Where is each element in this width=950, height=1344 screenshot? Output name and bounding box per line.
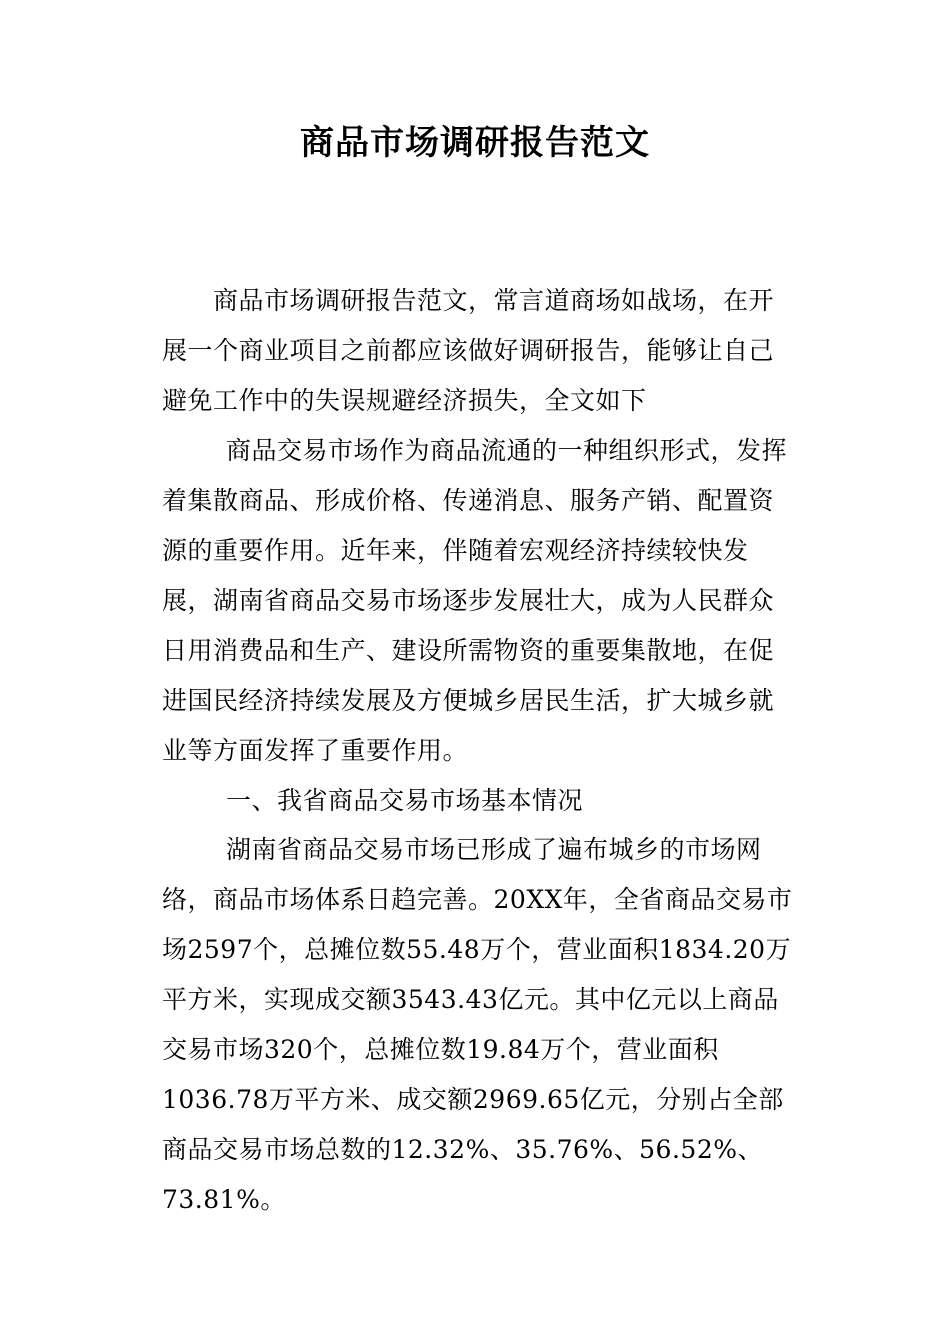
paragraph-line: 着集散商品、形成价格、传递消息、服务产销、配置资 — [162, 486, 775, 515]
paragraph-line: 商品交易市场作为商品流通的一种组织形式，发挥 — [226, 436, 788, 465]
paragraph-line: 业等方面发挥了重要作用。 — [162, 736, 469, 765]
paragraph-line: 商品市场调研报告范文，常言道商场如战场，在开 — [213, 286, 775, 315]
section-heading: 一、我省商品交易市场基本情况 — [226, 786, 584, 815]
paragraph-line: 商品交易市场总数的12.32%、35.76%、56.52%、 — [162, 1135, 763, 1164]
paragraph-line: 交易市场320个，总摊位数19.84万个，营业面积 — [162, 1035, 719, 1064]
paragraph-line: 源的重要作用。近年来，伴随着宏观经济持续较快发 — [162, 536, 749, 565]
paragraph-line: 1036.78万平方米、成交额2969.65亿元，分别占全部 — [162, 1085, 784, 1114]
paragraph-line: 避免工作中的失误规避经济损失，全文如下 — [162, 386, 647, 415]
paragraph-line: 日用消费品和生产、建设所需物资的重要集散地，在促 — [162, 636, 775, 665]
document-title: 商品市场调研报告范文 — [300, 123, 650, 163]
paragraph-line: 进国民经济持续发展及方便城乡居民生活，扩大城乡就 — [162, 686, 775, 715]
paragraph-line: 展，湖南省商品交易市场逐步发展壮大，成为人民群众 — [162, 586, 775, 615]
paragraph-line: 场2597个，总摊位数55.48万个，营业面积1834.20万 — [162, 935, 792, 964]
paragraph-line: 湖南省商品交易市场已形成了遍布城乡的市场网 — [226, 835, 762, 864]
paragraph-line: 73.81%。 — [162, 1185, 286, 1214]
paragraph-line: 络，商品市场体系日趋完善。20XX年，全省商品交易市 — [162, 885, 793, 914]
paragraph-line: 平方米，实现成交额3543.43亿元。其中亿元以上商品 — [162, 985, 779, 1014]
paragraph-line: 展一个商业项目之前都应该做好调研报告，能够让自己 — [162, 336, 775, 365]
